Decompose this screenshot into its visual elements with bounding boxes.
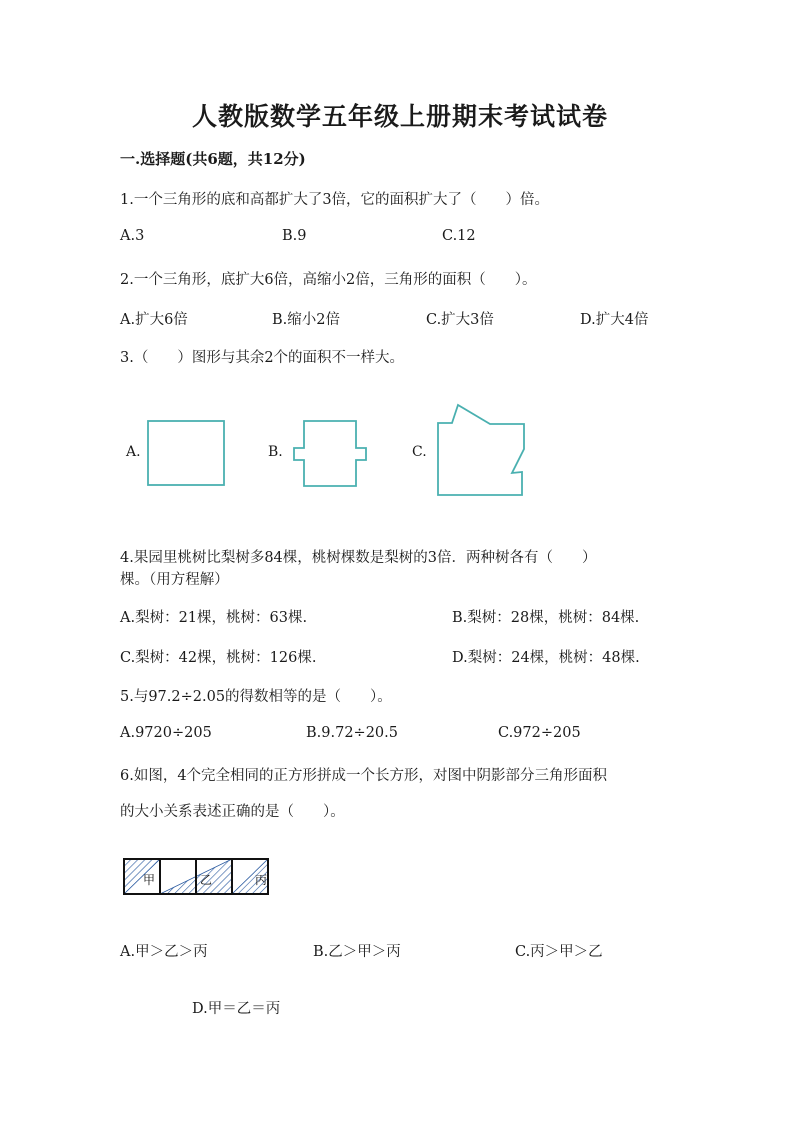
- question-5-stem: 5.与97.2÷2.05的得数相等的是（ ）。: [120, 689, 392, 705]
- label-yi: 乙: [200, 873, 213, 887]
- question-2-option-a[interactable]: A.扩大6倍: [120, 312, 188, 328]
- question-6-option-a[interactable]: A.甲＞乙＞丙: [120, 944, 208, 960]
- question-6-stem-line-1: 6.如图，4个完全相同的正方形拼成一个长方形，对图中阴影部分三角形面积: [120, 768, 608, 784]
- page-title: 人教版数学五年级上册期末考试试卷: [191, 102, 608, 131]
- question-4-option-a[interactable]: A.梨树：21棵，桃树：63棵.: [120, 610, 308, 626]
- question-6-stem-line-2: 的大小关系表述正确的是（ ）。: [120, 804, 345, 820]
- question-4-option-c[interactable]: C.梨树：42棵，桃树：126棵.: [120, 650, 317, 666]
- question-1-option-c[interactable]: C.12: [442, 228, 476, 244]
- label-bing: 丙: [255, 873, 268, 887]
- question-1-option-b[interactable]: B.9: [282, 228, 307, 244]
- question-2-option-b[interactable]: B.缩小2倍: [272, 312, 340, 328]
- question-2-option-c[interactable]: C.扩大3倍: [426, 312, 494, 328]
- figure-c-label: C.: [412, 444, 427, 460]
- question-5-option-a[interactable]: A.9720÷205: [120, 725, 212, 741]
- question-5-option-b[interactable]: B.9.72÷20.5: [306, 725, 398, 741]
- question-2-option-d[interactable]: D.扩大4倍: [580, 312, 649, 328]
- question-2-stem: 2.一个三角形，底扩大6倍，高缩小2倍，三角形的面积（ ）。: [120, 272, 537, 288]
- section-heading: 一.选择题(共6题，共12分): [120, 150, 306, 168]
- figure-a-label: A.: [126, 444, 141, 460]
- question-6-option-b[interactable]: B.乙＞甲＞丙: [313, 944, 401, 960]
- label-jia: 甲: [143, 873, 156, 887]
- question-1-option-a[interactable]: A.3: [120, 228, 145, 244]
- question-4-stem-line-1: 4.果园里桃树比梨树多84棵，桃树棵数是梨树的3倍．两种树各有（ ）: [120, 550, 597, 566]
- question-5-option-c[interactable]: C.972÷205: [498, 725, 581, 741]
- question-1-stem: 1.一个三角形的底和高都扩大了3倍，它的面积扩大了（ ）倍。: [120, 192, 550, 208]
- question-4-option-b[interactable]: B.梨树：28棵，桃树：84棵.: [452, 610, 640, 626]
- figure-b-label: B.: [268, 444, 283, 460]
- question-6-option-c[interactable]: C.丙＞甲＞乙: [515, 944, 603, 960]
- question-6-option-d[interactable]: D.甲＝乙＝丙: [192, 1001, 281, 1017]
- question-3-stem: 3.（ ）图形与其余2个的面积不一样大。: [120, 350, 405, 366]
- question-4-option-d[interactable]: D.梨树：24棵，桃树：48棵.: [452, 650, 640, 666]
- question-4-stem-line-2: 棵。（用方程解）: [120, 572, 229, 588]
